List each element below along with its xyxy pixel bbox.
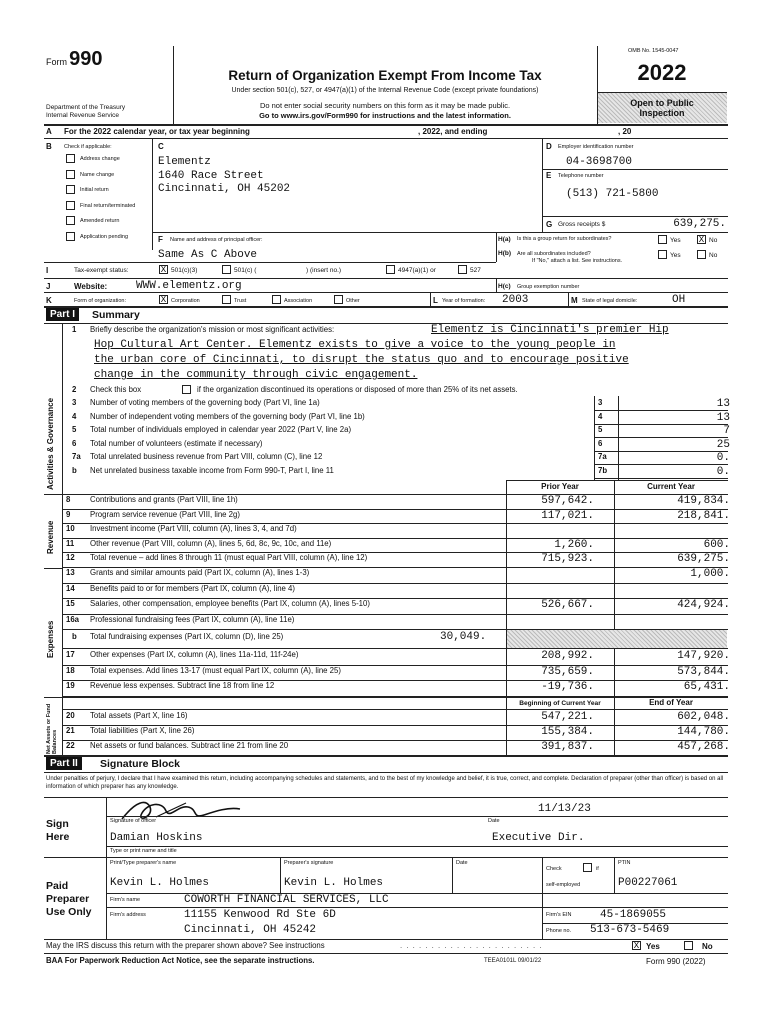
current-year-value: 65,431. [683,681,730,693]
501c3-checkbox[interactable]: X [160,265,167,275]
b-checkbox-label: Initial return [80,187,109,193]
prior-year-value: 155,384. [541,726,594,738]
firm-phone: 513-673-5469 [590,924,670,936]
financial-line-row: 8 Contributions and grants (Part VIII, line 1h) 597,642. 419,834. [66,495,730,507]
b-checkbox-label: Final return/terminated [80,202,136,209]
year-formed: 2003 [502,294,529,306]
mission-line-4: change in the community through civic engagement. [94,369,418,381]
prior-year-value: 526,667. [541,599,594,611]
prior-year-value: 391,837. [541,741,594,753]
b-checkbox-2[interactable] [66,185,75,194]
financial-line-row: 19 Revenue less expenses. Subtract line 18 from line 12 -19,736. 65,431. [66,681,730,693]
current-year-value: 424,924. [677,599,730,611]
baa-notice: BAA For Paperwork Reduction Act Notice, see the separate instructions. [46,956,315,965]
part2-label: Part II [46,757,82,770]
side-label-revenue: Revenue [46,520,55,554]
omb-number: OMB No. 1545-0047 [628,48,679,54]
side-label-governance: Activities & Governance [46,397,55,490]
preparer-signature: Kevin L. Holmes [284,877,384,889]
prior-year-value: 117,021. [541,509,594,522]
financial-line-row: 16a Professional fundraising fees (Part IX, column (A), line 11e) [66,614,295,624]
b-checkbox-label: Address change [80,156,120,162]
line1-label: Briefly describe the organization's mission or most significant activities: [90,325,335,334]
org-city: Cincinnati, OH 45202 [158,183,291,195]
current-year-value: 457,268. [677,741,730,753]
other-checkbox[interactable] [334,295,343,304]
state-domicile: OH [672,294,686,306]
sign-date: 11/13/23 [538,803,591,815]
hb-yes-checkbox[interactable] [658,250,667,259]
527-checkbox[interactable] [458,265,467,274]
current-year-value: 602,048. [677,711,730,723]
gov-line-value: 7 [723,425,730,437]
form-990-page: Form 990 Department of the Treasury Internal Revenue Service Return of Organization Exempt From Income Tax Under section 501(c), 527, or 4947(a)(1) of the Internal Revenue Code (except private foundations) Do not enter social security numbers on this form as it may be made public. Go to www.irs.gov/Form990 for instructions and the latest information. OMB No. 1545-0047 2022 Open to Public Inspection A For the 2022 calendar year, or tax year beginning , 2022, and ending , 20 B Check if applicable: Address change Name change Initial return Final return/terminated Amended return Application pending C Elementz 1640 Race Street Cincinnati, OH 45202 D Employer identification number 04-3698700 E Telephone number (513) 721-5800 G Gross receipts $ 639,275. F Name and address of principal officer: Same As C Above H(a) Is this a group return for subordinates? Yes X No H(b) Are all subordinates included? If "No," attach a list. See instructions. Yes No I Tax-exempt status: X 501(c)(3) 501(c) ( ) (insert no.) 4947(a)(1) or 527 J Website: WWW.elementz.org H(c) Group exemption number K Form of organization: X Corporation Trust Association Other L Year of formation: 2003 M State of legal domicile: OH Part I Summary Activities & Governance Revenue Expenses Net Assets or Fund Balances 1 Briefly describe the organization's mission or most significant activities: Elementz is Cincinnati's premier Hip Hop Cultural Art Center. Elementz exists to give a voice to the young people in the urban core of Cincinnati, to disrupt the status quo and to encourage positive change in the community through civic engagement. 2 Check this box if the organization discontinued its operations or disposed of more than 25% of its net assets. 3 Number of voting members of the governing body (Part VI, line 1a) 3 13 4 Number of independent voting members of the governing body (Part VI, line 1b) 4 13 5 Total number of individuals employed in calendar year 2022 (Part V, line 2a) 5 7 6 Total number of volunteers (estimate if necessary) 6 25 7a Total unrelated business revenue from Part VIII, column (C), line 12 7a 0. b Net unrelated business taxable income from Form 990-T, Part I, line 11 7b 0. Prior Year Current Year 8 Contributions and grants (Part VIII, line 1h) 597,642. 419,834. 9 Program service revenue (Part VIII, line 2g) 117,021. 218,841. 10 Investment income (Part VIII, column (A), lines 3, 4, and 7d) 11 Other revenue (Part VIII, column (A), lines 5, 6d, 8c, 9c, 10c, and 11e) 1,260. 600. 12 Total revenue – add lines 8 through 11 (must equal Part VIII, column (A), line 12) 715,923. 639,275. 13 Grants and similar amounts paid (Part IX, column (A), lines 1-3) 1,000. 14 Benefits paid to or for members (Part IX, column (A), line 4) 15 Salaries, other compensation, employee benefits (Part IX, column (A), lines 5-10) 526,667. 424,924. 16a Professional fundraising fees (Part IX, column (A), line 11e) b Total fundraising expenses (Part IX, column (D), line 25) 30,049. 17 Other expenses (Part IX, column (A), lines 11a-11d, 11f-24e) 208,992. 147,920. 18 Total expenses. Add lines 13-17 (must equal Part IX, column (A), line 25) 735,659. 573,844. 19 Revenue less expenses. Subtract line 18 from line 12 -19,736. 65,431. Beginning of Current Year End of Year 20 Total assets (Part X, line 16) 547,221. 602,048. 21 Total liabilities (Part X, line 26) 155,384. 144,780. 22 Net assets or fund balances. Subtract line 21 from line 20 391,837. 457,268. Part II Signature Block Under penalties of perjury, I declare that I have examined this return, including accompanying schedules and statements, and to the best of my knowledge and belief, it is true, correct, and complete. Declaration of preparer (other than officer) is based on all information of which preparer has any knowledge. Sign Here 11/13/23 Signature of officer Date Damian Hoskins Executive Dir. Type or print name and title Paid Preparer Use Only Print/Type preparer's name Preparer's signature Date Check if self-employed PTIN Kevin L. Holmes Kevin L. Holmes P00227061 Firm's name COWORTH FINANCIAL SERVICES, LLC Firm's EIN 45-1869055 Firm's address 11155 Kenwood Rd Ste 6D Cincinnati, OH 45242 Phone no. 513-673-5469 May the IRS discuss this return with the preparer shown above? See instructions . . . . . . . . . . . . . . . . . . . . . . . X Yes No BAA For Paperwork Reduction Act Notice, see the separate instructions. TEEA0101L 09/01/22 Form 990 (2022) [0,0,770,1024]
financial-line-row: 21 Total liabilities (Part X, line 26) 155,384. 144,780. [66,726,730,738]
gov-line-value: 0. [716,452,730,464]
financial-line-row: 12 Total revenue – add lines 8 through 11 (must equal Part VIII, column (A), line 12) 715,923. 639,275. [66,553,730,566]
discuss-no-checkbox[interactable] [684,941,693,950]
form-subtitle: Under section 501(c), 527, or 4947(a)(1) of the Internal Revenue Code (except private foundations) [231,87,539,94]
current-year-value: 218,841. [677,509,730,522]
current-year-header: Current Year [647,482,695,491]
firm-name: COWORTH FINANCIAL SERVICES, LLC [184,894,389,906]
officer-name: Damian Hoskins [110,832,203,844]
b-checkbox-1[interactable] [66,170,75,179]
prior-year-value: 208,992. [541,650,594,662]
financial-line-row: 9 Program service revenue (Part VIII, line 2g) 117,021. 218,841. [66,509,730,522]
gov-line-value: 25 [716,438,730,451]
gov-line-row: 5 Total number of individuals employed in calendar year 2022 (Part V, line 2a) 5 7 [72,425,730,437]
gov-line-row: 4 Number of independent voting members of the governing body (Part VI, line 1b) 4 13 [72,411,730,424]
tax-year-line: For the 2022 calendar year, or tax year beginning [64,127,250,136]
discuss-question: May the IRS discuss this return with the preparer shown above? See instructions [46,941,325,950]
mission-line-1: Elementz is Cincinnati's premier Hip [431,324,669,336]
hb-no-checkbox[interactable] [697,250,706,259]
b-checkbox-5[interactable] [66,232,75,241]
gov-line-row: 3 Number of voting members of the governing body (Part VI, line 1a) 3 13 [72,398,730,410]
prior-year-value: 715,923. [541,553,594,566]
dept-treasury: Department of the Treasury [46,104,126,111]
current-year-value: 1,000. [690,568,730,580]
mission-line-3: the urban core of Cincinnati, to disrupt the status quo and to encourage positive [94,354,629,366]
preparer-name: Kevin L. Holmes [110,877,210,889]
b-checkbox-label: Application pending [80,233,129,240]
form-code: TEEA0101L 09/01/22 [484,958,542,964]
prior-year-value: 597,642. [541,495,594,507]
form-label: Form 990 [46,48,103,70]
corporation-checkbox[interactable]: X [160,295,167,305]
current-year-value: 600. [703,538,730,551]
officer-title: Executive Dir. [492,832,585,844]
gross-receipts-value: 639,275. [673,218,726,230]
perjury-statement: Under penalties of perjury, I declare that I have examined this return, including accompanying schedules and statements, and to the best of my knowledge and belief, it is true, correct, and complete. Declaration of preparer (other than officer) is based on all information of which preparer has any knowledge. [46,776,724,790]
ein-value: 04-3698700 [566,156,633,168]
part1-title: Summary [92,309,140,321]
financial-line-row: 15 Salaries, other compensation, employee benefits (Part IX, column (A), lines 5-10) 526,667. 424,924. [66,599,730,611]
ha-no-checkbox[interactable]: X [698,235,705,245]
side-label-expenses: Expenses [46,620,55,658]
gov-line-row: b Net unrelated business taxable income from Form 990-T, Part I, line 11 7b 0. [72,465,730,478]
org-name: Elementz [158,156,211,168]
b-checkbox-0[interactable] [66,154,75,163]
gov-line-row: 7a Total unrelated business revenue from Part VIII, column (C), line 12 7a 0. [72,452,730,464]
eoy-header: End of Year [649,698,693,707]
trust-checkbox[interactable] [222,295,231,304]
financial-line-row: 18 Total expenses. Add lines 13-17 (must equal Part IX, column (A), line 25) 735,659. 573,844. [66,665,730,678]
irs-link-notice: Go to www.irs.gov/Form990 for instructions and the latest information. [259,111,511,120]
ptin-value: P00227061 [618,877,678,889]
phone-value: (513) 721-5800 [566,188,659,200]
ha-yes-checkbox[interactable] [658,235,667,244]
b-checkbox-3[interactable] [66,201,75,210]
b-checkbox-4[interactable] [66,216,75,225]
prior-year-value: 547,221. [541,711,594,723]
irs-label: Internal Revenue Service [46,112,119,119]
gov-line-value: 13 [716,398,730,410]
part1-label: Part I [46,308,79,321]
discuss-yes-checkbox[interactable]: X [633,941,640,951]
prior-year-value: 1,260. [554,538,594,551]
gov-line-value: 0. [716,465,730,478]
501c-checkbox[interactable] [222,265,231,274]
prior-year-value: -19,736. [541,681,594,693]
financial-line-row: 13 Grants and similar amounts paid (Part IX, column (A), lines 1-3) 1,000. [66,568,730,580]
4947-checkbox[interactable] [386,265,395,274]
discontinued-checkbox[interactable] [182,385,191,394]
side-label-net-assets: Net Assets or Fund Balances [46,703,58,754]
boy-header: Beginning of Current Year [519,700,601,707]
form-number: 990 [69,48,103,70]
firm-address-2: Cincinnati, OH 45242 [184,924,317,936]
gov-line-value: 13 [716,411,730,424]
part2-title: Signature Block [100,758,180,770]
fundraising-total: 30,049. [440,631,487,643]
mission-line-2: Hop Cultural Art Center. Elementz exists to give a voice to the young people in [94,339,616,351]
check-applicable-label: Check if applicable: [64,144,112,150]
website-value: WWW.elementz.org [136,280,242,292]
firm-address-1: 11155 Kenwood Rd Ste 6D [184,909,336,921]
current-year-value: 147,920. [677,650,730,662]
financial-line-row: 10 Investment income (Part VIII, column (A), lines 3, 4, and 7d) [66,524,297,534]
financial-line-row: 20 Total assets (Part X, line 16) 547,221. 602,048. [66,711,730,723]
financial-line-row: 17 Other expenses (Part IX, column (A), lines 11a-11d, 11f-24e) 208,992. 147,920. [66,650,730,662]
firm-ein: 45-1869055 [600,909,667,921]
b-checkbox-label: Amended return [80,218,120,224]
financial-line-row: 22 Net assets or fund balances. Subtract line 21 from line 20 391,837. 457,268. [66,741,730,753]
financial-line-row: 14 Benefits paid to or for members (Part IX, column (A), line 4) [66,583,295,593]
financial-line-row: 11 Other revenue (Part VIII, column (A), lines 5, 6d, 8c, 9c, 10c, and 11e) 1,260. 600. [66,538,730,551]
current-year-value: 144,780. [677,726,730,738]
association-checkbox[interactable] [272,295,281,304]
prior-year-value: 735,659. [541,665,594,678]
gov-line-row: 6 Total number of volunteers (estimate if necessary) 6 25 [72,438,730,451]
principal-officer: Same As C Above [158,249,258,261]
prior-year-header: Prior Year [541,482,579,491]
b-checkbox-label: Name change [80,171,115,178]
form-title: Return of Organization Exempt From Income Tax [228,68,542,83]
ssn-notice: Do not enter social security numbers on this form as it may be made public. [259,101,511,110]
self-employed-checkbox[interactable] [583,863,592,872]
tax-year: 2022 [637,60,687,85]
form-footer-id: Form 990 (2022) [646,957,706,966]
org-street: 1640 Race Street [158,170,264,182]
current-year-value: 639,275. [677,553,730,566]
current-year-value: 573,844. [677,665,730,678]
current-year-value: 419,834. [677,495,730,507]
